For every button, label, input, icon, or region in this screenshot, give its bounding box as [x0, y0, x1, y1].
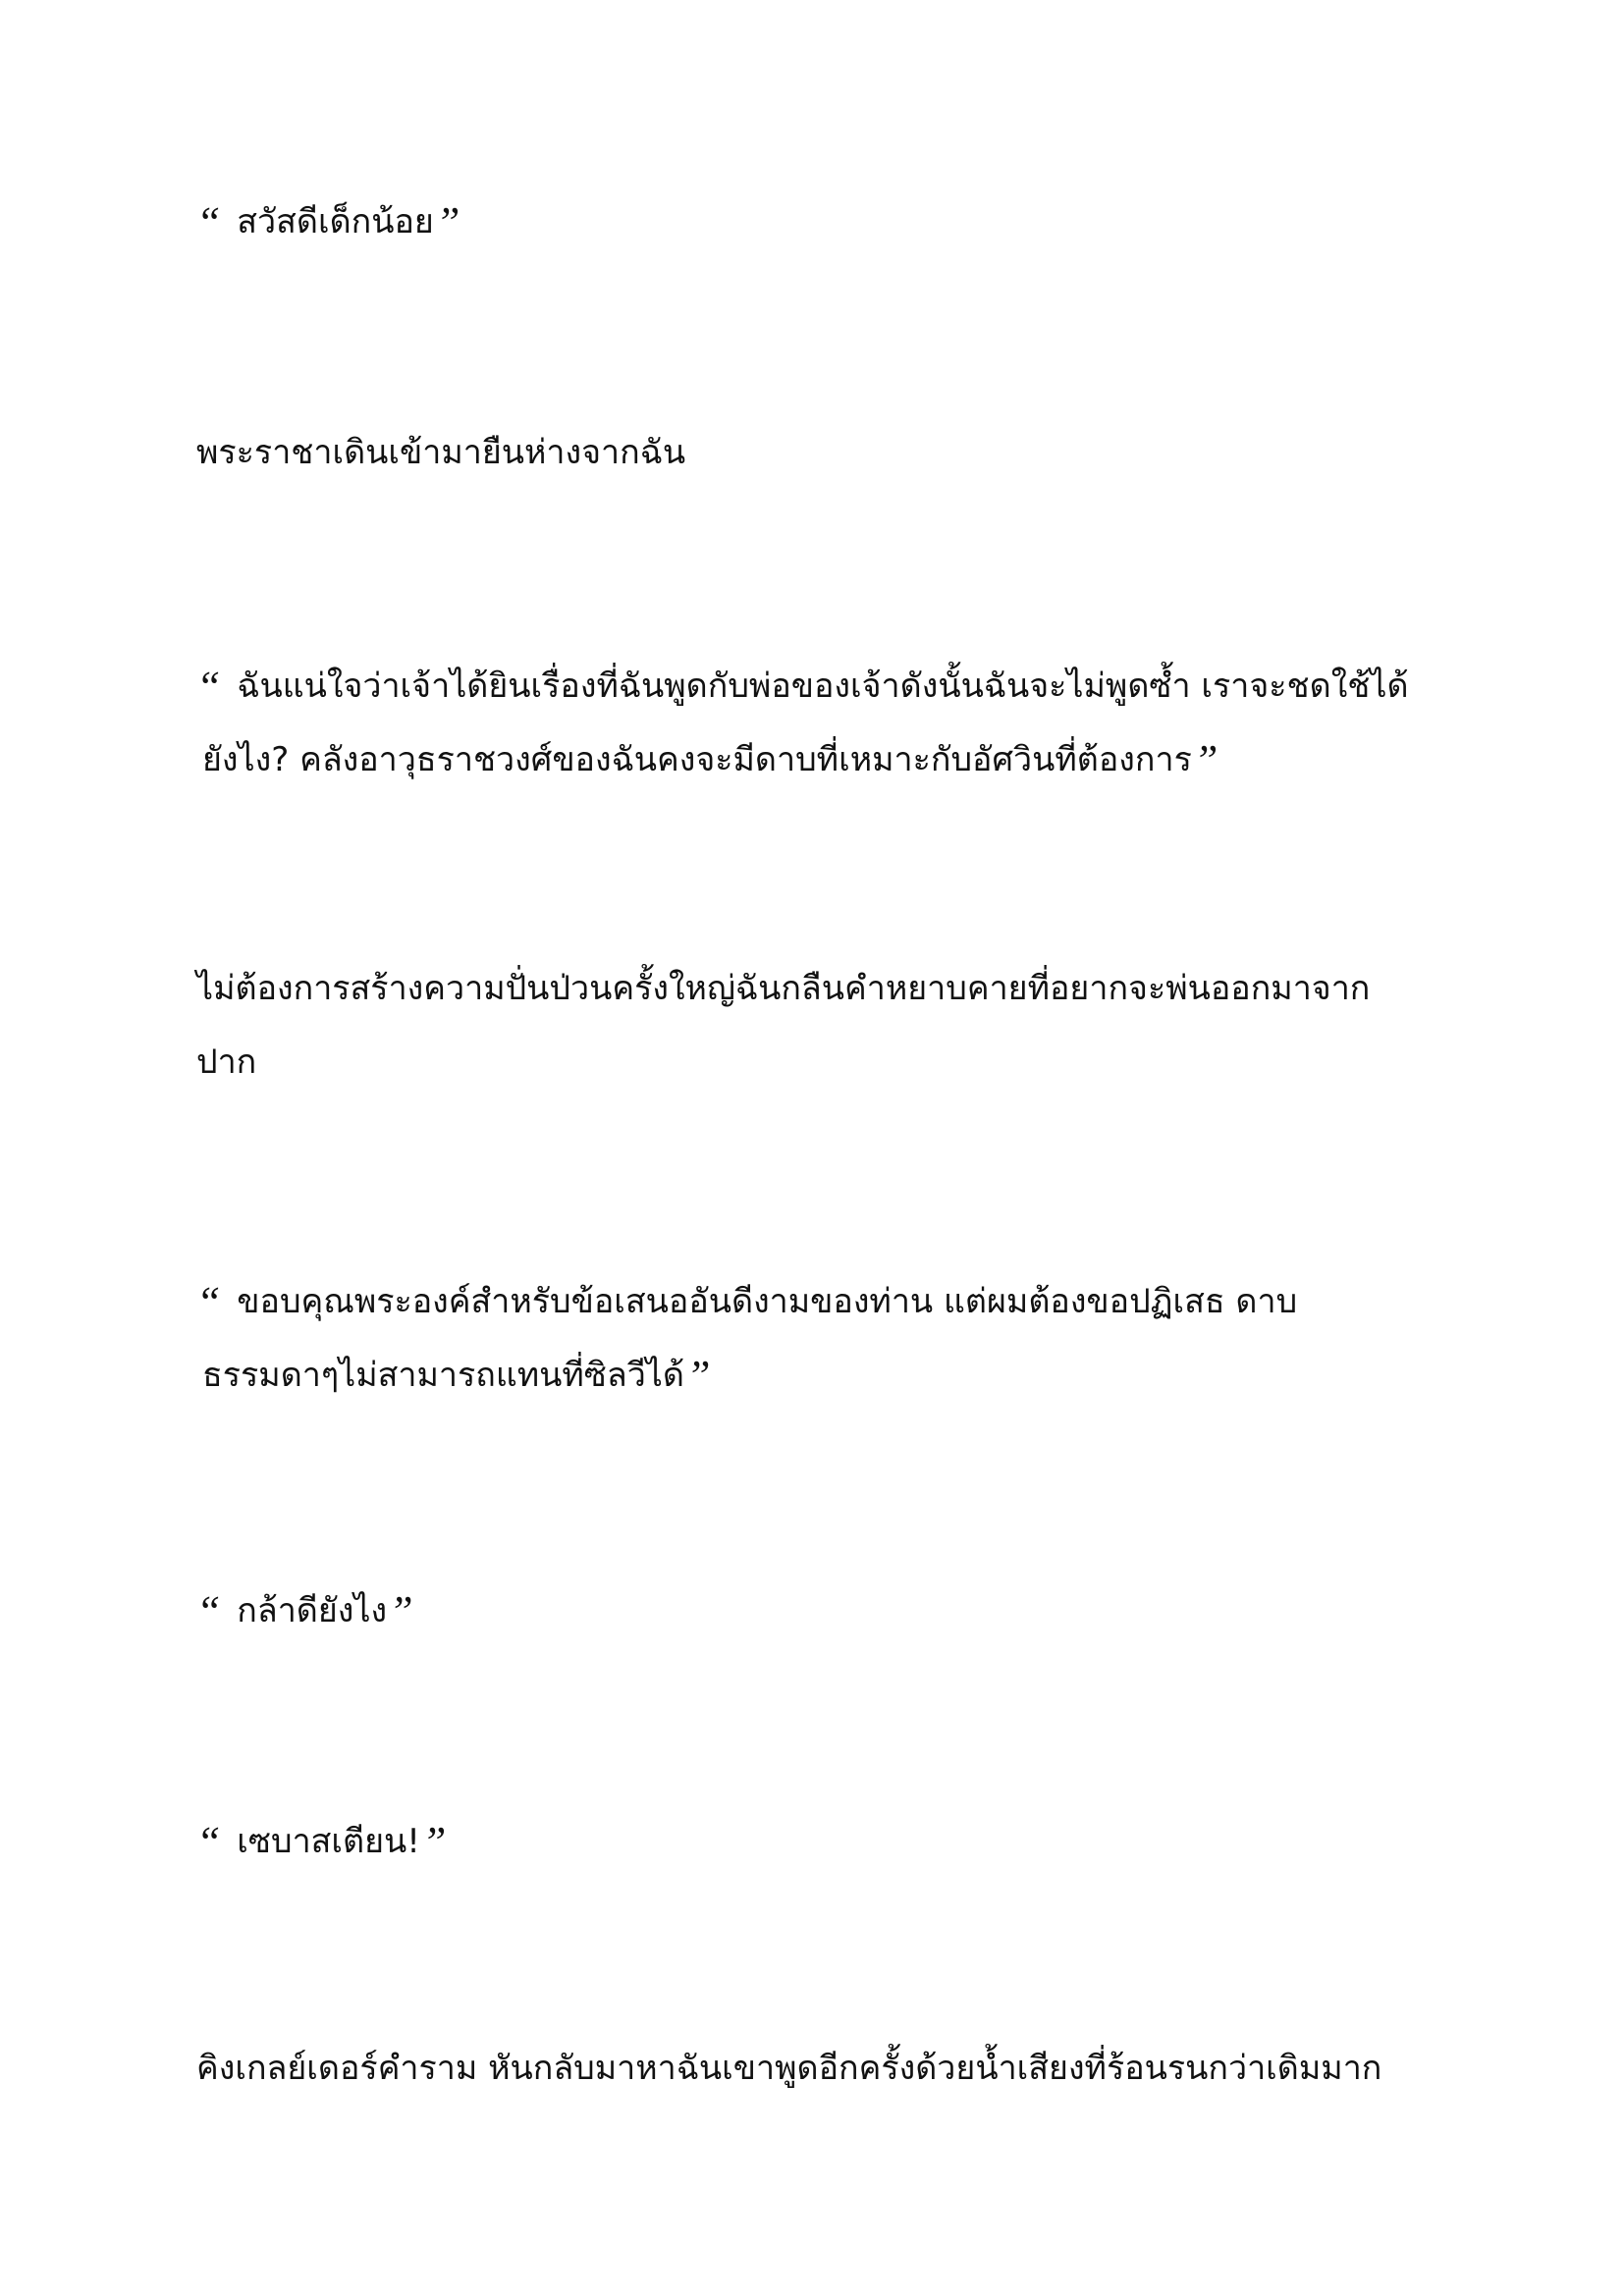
close-quote: ”	[1193, 736, 1218, 784]
text-line	[196, 720, 1443, 793]
close-quote: ”	[435, 198, 460, 246]
text-line	[196, 1026, 1443, 1099]
narration-paragraph	[196, 416, 1443, 490]
dialogue-paragraph	[196, 1261, 1443, 1409]
open-quote: “	[196, 1278, 221, 1326]
text-line	[196, 416, 1443, 490]
dialogue-paragraph	[196, 1571, 1443, 1644]
line-text: ธรรมดาๆไม่สามารถแทนที่ซิลวีได้	[202, 1356, 684, 1395]
text-line	[196, 182, 1443, 255]
line-text: คิงเกลย์เดอร์คำราม หันกลับมาหาฉันเขาพูดอีกครั้งด้วยน้ำเสียงที่ร้อนรนกว่าเดิมมาก	[196, 2049, 1382, 2088]
text-line	[196, 2032, 1443, 2106]
text-line	[196, 1571, 1443, 1644]
line-text: ยังไง? คลังอาวุธราชวงศ์ของฉันคงจะมีดาบที่เหมาะกับอัศวินที่ต้องการ	[202, 740, 1192, 779]
line-text: กล้าดียังไง	[226, 1591, 388, 1630]
text-line	[196, 646, 1443, 720]
line-text: สวัสดีเด็กน้อย	[226, 202, 434, 241]
dialogue-paragraph	[196, 646, 1443, 793]
open-quote: “	[196, 1818, 221, 1866]
close-quote: ”	[421, 1818, 447, 1866]
line-text: เซบาสเตียน!	[226, 1822, 420, 1861]
line-text: ปาก	[196, 1042, 257, 1082]
narration-paragraph	[196, 952, 1443, 1099]
open-quote: “	[196, 198, 221, 246]
line-text: ขอบคุณพระองค์สำหรับข้อเสนออันดีงามของท่าน แต่ผมต้องขอปฏิเสธ ดาบ	[226, 1282, 1298, 1321]
text-line	[196, 1261, 1443, 1335]
line-text: พระราชาเดินเข้ามายืนห่างจากฉัน	[196, 433, 686, 472]
close-quote: ”	[686, 1352, 711, 1400]
text-line	[196, 952, 1443, 1026]
narration-paragraph	[196, 2032, 1443, 2106]
text-line	[196, 1335, 1443, 1409]
open-quote: “	[196, 1587, 221, 1635]
line-text: ไม่ต้องการสร้างความปั่นป่วนครั้งใหญ่ฉันกลืนคำหยาบคายที่อยากจะพ่นออกมาจาก	[196, 969, 1371, 1008]
dialogue-paragraph	[196, 182, 1443, 255]
line-text: ฉันแน่ใจว่าเจ้าได้ยินเรื่องที่ฉันพูดกับพ่อของเจ้าดังนั้นฉันจะไม่พูดซ้ำ เราจะชดใช้ได้	[226, 667, 1409, 706]
open-quote: “	[196, 663, 221, 711]
dialogue-paragraph	[196, 1801, 1443, 1875]
text-line	[196, 1801, 1443, 1875]
close-quote: ”	[389, 1587, 413, 1635]
